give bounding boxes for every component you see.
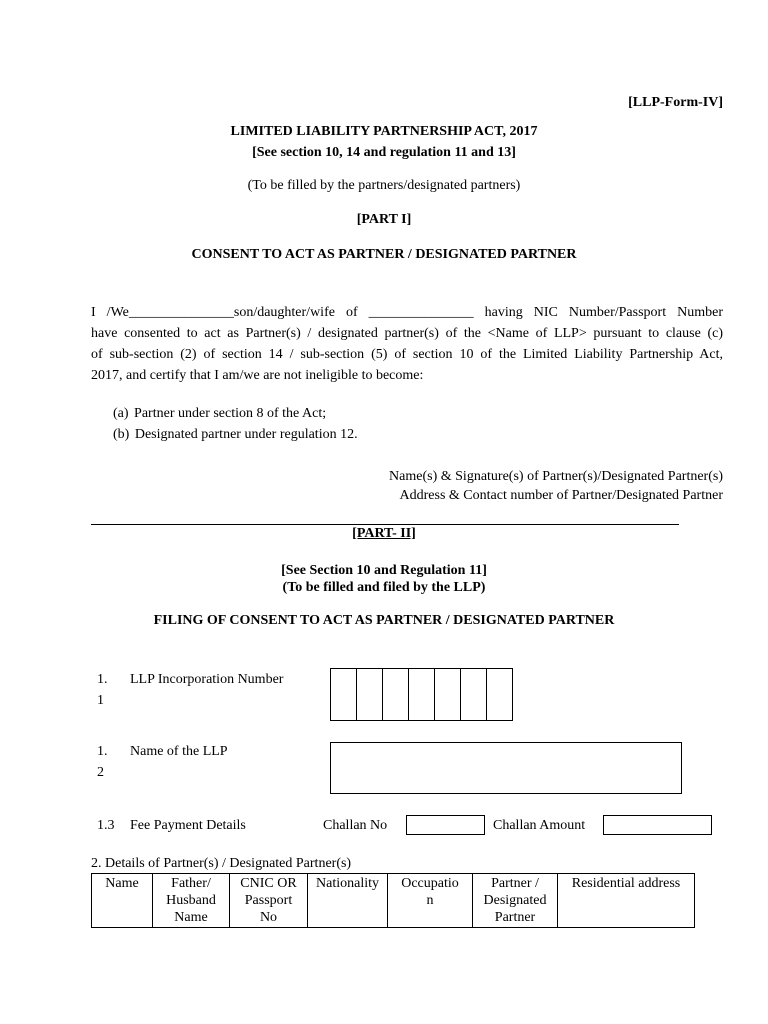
- part2-sections: [See Section 10 and Regulation 11]: [281, 563, 487, 578]
- item-1-2-number-bottom: 2: [97, 765, 104, 780]
- part1-label: [PART I]: [356, 212, 412, 227]
- part1-heading: CONSENT TO ACT AS PARTNER / DESIGNATED PARTNER: [191, 247, 577, 262]
- part2-heading: FILING OF CONSENT TO ACT AS PARTNER / DESIGNATED PARTNER: [153, 613, 615, 628]
- incorporation-digit-box[interactable]: [382, 668, 409, 721]
- item-1-1-number-top: 1.: [97, 672, 108, 687]
- col-partner-designated: Partner / Designated Partner: [473, 874, 558, 928]
- incorporation-digit-box[interactable]: [408, 668, 435, 721]
- incorporation-digit-box[interactable]: [486, 668, 513, 721]
- list-item: [113, 406, 326, 422]
- section-divider: [91, 524, 679, 525]
- list-item: [113, 427, 358, 443]
- list-marker: (a): [113, 406, 129, 421]
- col-cnic-passport: CNIC OR Passport No: [230, 874, 308, 928]
- item-1-3-number: 1.3: [97, 818, 115, 833]
- signature-line-2: Address & Contact number of Partner/Designated Partner: [399, 488, 723, 503]
- col-father-husband-name: Father/ Husband Name: [153, 874, 230, 928]
- consent-line-4: 2017, and certify that I am/we are not ineligible to become:: [91, 368, 424, 383]
- challan-no-field[interactable]: [406, 815, 485, 835]
- filled-by-note: (To be filled by the partners/designated partners): [247, 178, 521, 193]
- item-1-2-number-top: 1.: [97, 744, 108, 759]
- incorporation-digit-box[interactable]: [330, 668, 357, 721]
- item-1-1-label: LLP Incorporation Number: [130, 672, 284, 687]
- col-residential-address: Residential address: [558, 874, 695, 928]
- list-marker: (b): [113, 427, 130, 442]
- item-1-2-label: Name of the LLP: [130, 744, 228, 759]
- incorporation-digit-box[interactable]: [460, 668, 487, 721]
- list-text: Partner under section 8 of the Act;: [134, 406, 327, 421]
- challan-amount-field[interactable]: [603, 815, 712, 835]
- table-header-row: [92, 874, 695, 928]
- consent-line-2: have consented to act as Partner(s) / designated partner(s) of the <Name of LLP> pursuant to clause (c): [91, 326, 723, 341]
- consent-line-3: of sub-section (2) of section 14 / sub-section (5) of section 10 of the Limited Liability Partnership Act,: [91, 347, 723, 362]
- consent-paragraph: [91, 302, 723, 386]
- incorporation-digit-box[interactable]: [434, 668, 461, 721]
- part2-label: [PART- II]: [352, 526, 416, 541]
- col-nationality: Nationality: [308, 874, 388, 928]
- form-id: [LLP-Form-IV]: [628, 95, 723, 110]
- partners-table: [91, 873, 695, 928]
- item-1-1-number-bottom: 1: [97, 693, 104, 708]
- act-title: LIMITED LIABILITY PARTNERSHIP ACT, 2017: [230, 124, 538, 139]
- list-text: Designated partner under regulation 12.: [134, 427, 358, 442]
- col-occupation: Occupatio n: [388, 874, 473, 928]
- consent-line-1: I /We_______________son/daughter/wife of _______________ having NIC Number/Passport Number: [91, 305, 723, 320]
- challan-amount-label: Challan Amount: [493, 818, 586, 833]
- llp-name-field[interactable]: [330, 742, 682, 794]
- incorporation-digit-box[interactable]: [356, 668, 383, 721]
- col-name: Name: [92, 874, 153, 928]
- item-1-3-label: Fee Payment Details: [130, 818, 246, 833]
- challan-no-label: Challan No: [323, 818, 388, 833]
- item-2-label: 2. Details of Partner(s) / Designated Partner(s): [91, 856, 352, 871]
- signature-line-1: Name(s) & Signature(s) of Partner(s)/Designated Partner(s): [389, 469, 723, 484]
- act-sections: [See section 10, 14 and regulation 11 and 13]: [252, 145, 516, 160]
- part2-filled-by: (To be filled and filed by the LLP): [282, 580, 486, 595]
